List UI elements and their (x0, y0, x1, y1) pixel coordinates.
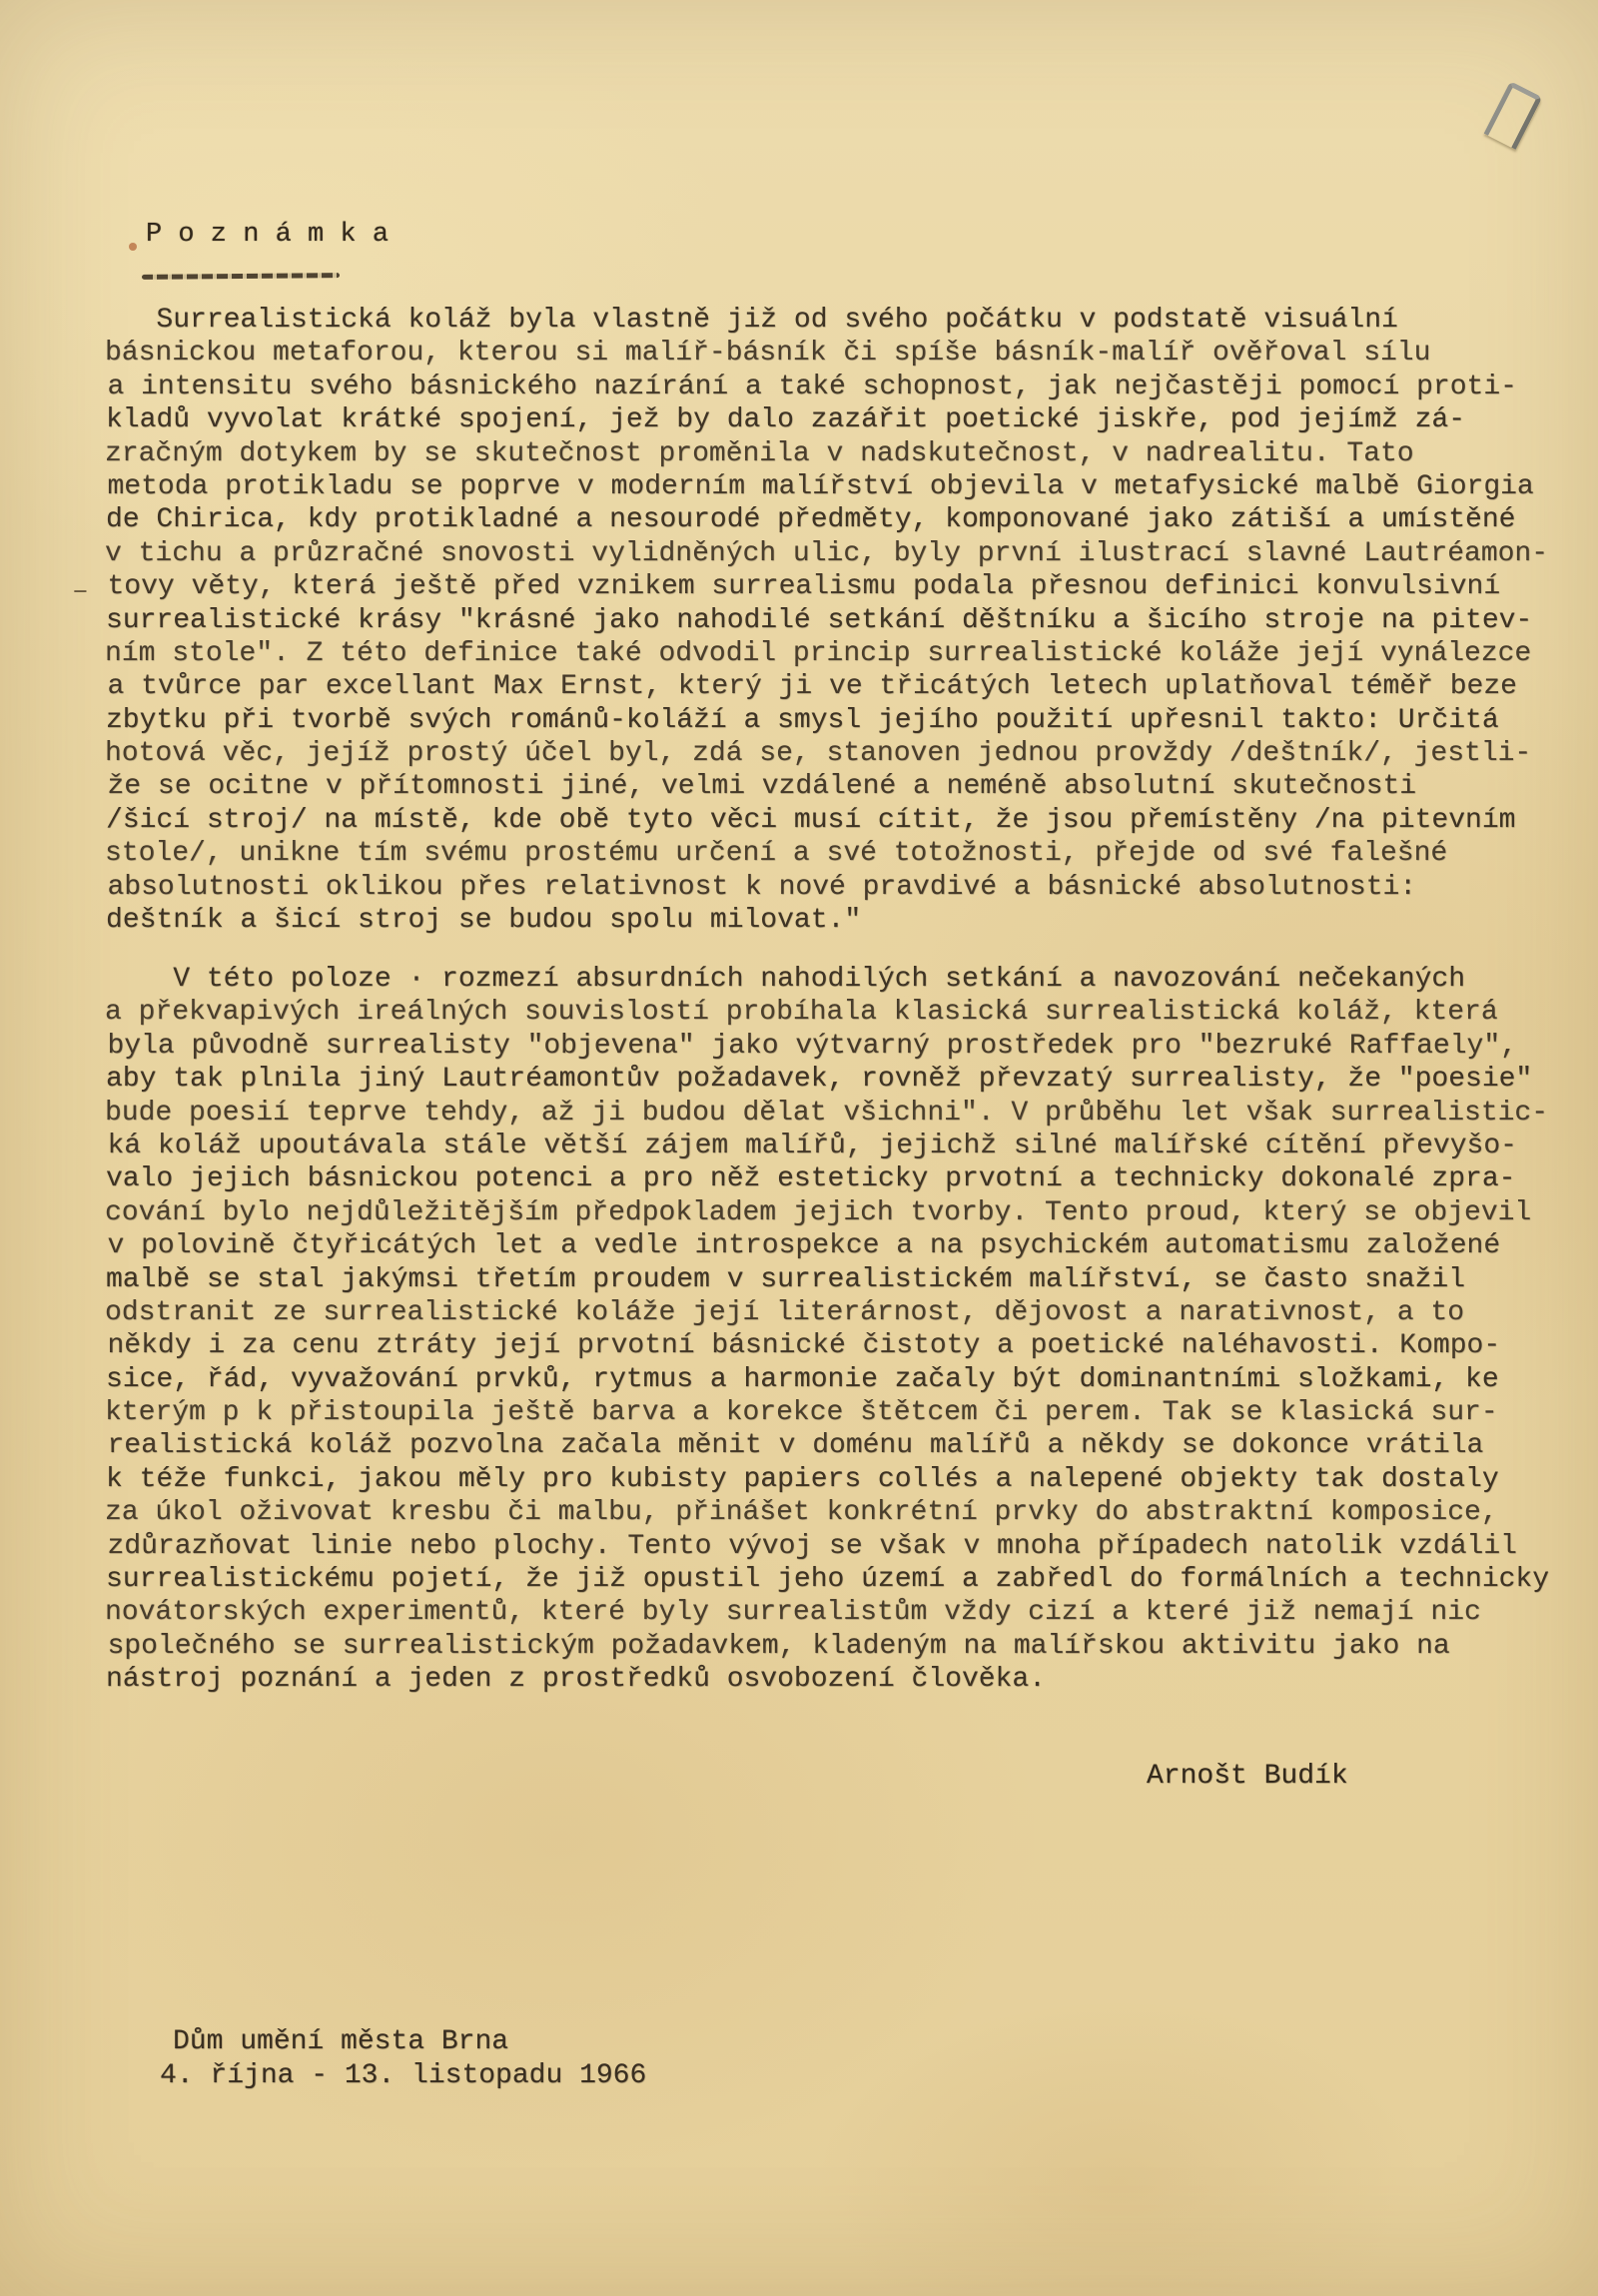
text-line: metoda protikladu se poprve v moderním malířství objevila v metafysické malbě Giorgia (107, 470, 1534, 502)
text-line: tovy věty, která ještě před vznikem surrealismu podala přesnou definici konvulsivní (107, 571, 1501, 603)
venue-block (160, 2025, 646, 2093)
text-line: novátorských experimentů, které byly surrealistům vždy cizí a které již nemají nic (105, 1597, 1481, 1629)
paper-fleck (129, 243, 137, 251)
margin-dash-mark: – (72, 576, 89, 607)
text-line: zbytku při tvorbě svých románů-koláží a smysl jejího použití upřesnil takto: Určitá (106, 704, 1499, 736)
text-line: realistická koláž pozvolna začala měnit v doménu malířů a někdy se dokonce vrátila (107, 1430, 1484, 1462)
paragraph-1 (106, 304, 1584, 937)
text-line: sice, řád, vyvažování prvků, rytmus a harmonie začaly být dominantními složkami, ke (106, 1363, 1499, 1395)
text-line: odstranit ze surrealistické koláže její literárnost, dějovost a narativnost, a to (105, 1296, 1465, 1328)
text-line: ním stole". Z této definice také odvodil princip surrealistické koláže její vynálezce (105, 637, 1532, 669)
text-line: absolutnosti oklikou přes relativnost k nové pravdivé a básnické absolutnosti: (107, 871, 1417, 903)
text-line: valo jejich básnickou potenci a pro něž esteticky prvotní a technicky dokonalé zpra- (106, 1163, 1516, 1195)
text-line: a intensitu svého básnického nazírání a také schopnost, jak nejčastěji pomocí proti- (107, 371, 1517, 402)
staple (1484, 81, 1543, 150)
text-line: za úkol oživovat kresbu či malbu, přinášet konkrétní prvky do abstraktní komposice, (105, 1497, 1498, 1529)
text-line: v tichu a průzračné snovosti vylidněných ulic, byly první ilustrací slavné Lautréamon- (105, 537, 1549, 569)
text-line: ká koláž upoutávala stále větší zájem malířů, jejichž silné malířské cítění převyšo- (107, 1130, 1517, 1161)
text-line: básnickou metaforou, kterou si malíř-básník či spíše básník-malíř ověřoval sílu (105, 338, 1431, 370)
text-line: bude poesií teprve tehdy, až ji budou dělat všichni". V průběhu let však surrealistic- (105, 1097, 1549, 1129)
signature: Arnošt Budík (1147, 1761, 1348, 1792)
text-line: hotová věc, jejíž prostý účel byl, zdá se, stanoven jednou provždy /deštník/, jestli- (105, 738, 1532, 770)
text-line: nástroj poznání a jeden z prostředků osvobození člověka. (106, 1664, 1046, 1696)
text-line: stole/, unikne tím svému prostému určení a své totožnosti, přejde od své falešné (105, 838, 1448, 870)
text-line: de Chirica, kdy protikladné a nesourodé předměty, komponované jako zátiší a umístěné (106, 504, 1516, 536)
page-title: P o z n á m k a (146, 220, 390, 250)
text-line: že se ocitne v přítomnosti jiné, velmi vzdálené a neméně absolutní skutečnosti (107, 771, 1417, 803)
text-line: surrealistickému pojetí, že již opustil jeho území a zabředl do formálních a technicky (106, 1564, 1550, 1596)
text-line: surrealistické krásy "krásné jako nahodilé setkání děštníku a šicího stroje na pitev- (106, 604, 1533, 636)
text-line: aby tak plnila jiný Lautréamontův požadavek, rovněž převzatý surrealisty, že "poesie" (106, 1064, 1533, 1096)
text-line: k téže funkci, jakou měly pro kubisty papiers collés a nalepené objekty tak dostaly (106, 1463, 1499, 1495)
text-line: a tvůrce par excellant Max Ernst, který ji ve třicátých letech uplatňoval téměř beze (107, 671, 1517, 703)
text-line: společného se surrealistickým požadavkem, kladeným na malířskou aktivitu jako na (107, 1630, 1450, 1662)
text-line: zdůrazňovat linie nebo plochy. Tento vývoj se však v mnoha případech natolik vzdálil (107, 1530, 1517, 1562)
text-line: někdy i za cenu ztráty její prvotní básnické čistoty a poetické naléhavosti. Kompo- (107, 1330, 1501, 1362)
text-line: malbě se stal jakýmsi třetím proudem v surrealistickém malířství, se často snažil (106, 1263, 1466, 1295)
text-line: V této poloze · rozmezí absurdních nahodilých setkání a navozování nečekaných (106, 964, 1466, 995)
text-line: cování bylo nejdůležitějším předpokladem jejich tvorby. Tento proud, který se objevil (105, 1196, 1532, 1228)
heading-underline (142, 273, 340, 280)
venue-name: Dům umění města Brna (173, 2026, 509, 2057)
text-line: v polovině čtyřicátých let a vedle introspekce a na psychickém automatismu založené (107, 1230, 1501, 1262)
text-line: deštník a šicí stroj se budou spolu milovat." (106, 905, 862, 937)
text-line: byla původně surrealisty "objevena" jako výtvarný prostředek pro "bezruké Raffaely", (107, 1030, 1517, 1062)
text-line: kladů vyvolat krátké spojení, jež by dalo zazářit poetické jiskře, pod jejímž zá- (106, 404, 1466, 436)
text-line: zračným dotykem by se skutečnost proměnila v nadskutečnost, v nadrealitu. Tato (105, 437, 1414, 469)
text-line: a překvapivých ireálných souvislostí probíhala klasická surrealistická koláž, která (105, 997, 1498, 1029)
exhibition-dates: 4. října - 13. listopadu 1966 (160, 2060, 647, 2091)
text-line: Surrealistická koláž byla vlastně již od svého počátku v podstatě visuální (106, 305, 1398, 336)
text-line: kterým p k přistoupila ještě barva a korekce štětcem či perem. Tak se klasická sur- (105, 1397, 1498, 1429)
text-line: /šicí stroj/ na místě, kde obě tyto věci musí cítit, že jsou přemístěny /na pitevním (106, 804, 1516, 836)
paragraph-2 (106, 963, 1584, 1697)
